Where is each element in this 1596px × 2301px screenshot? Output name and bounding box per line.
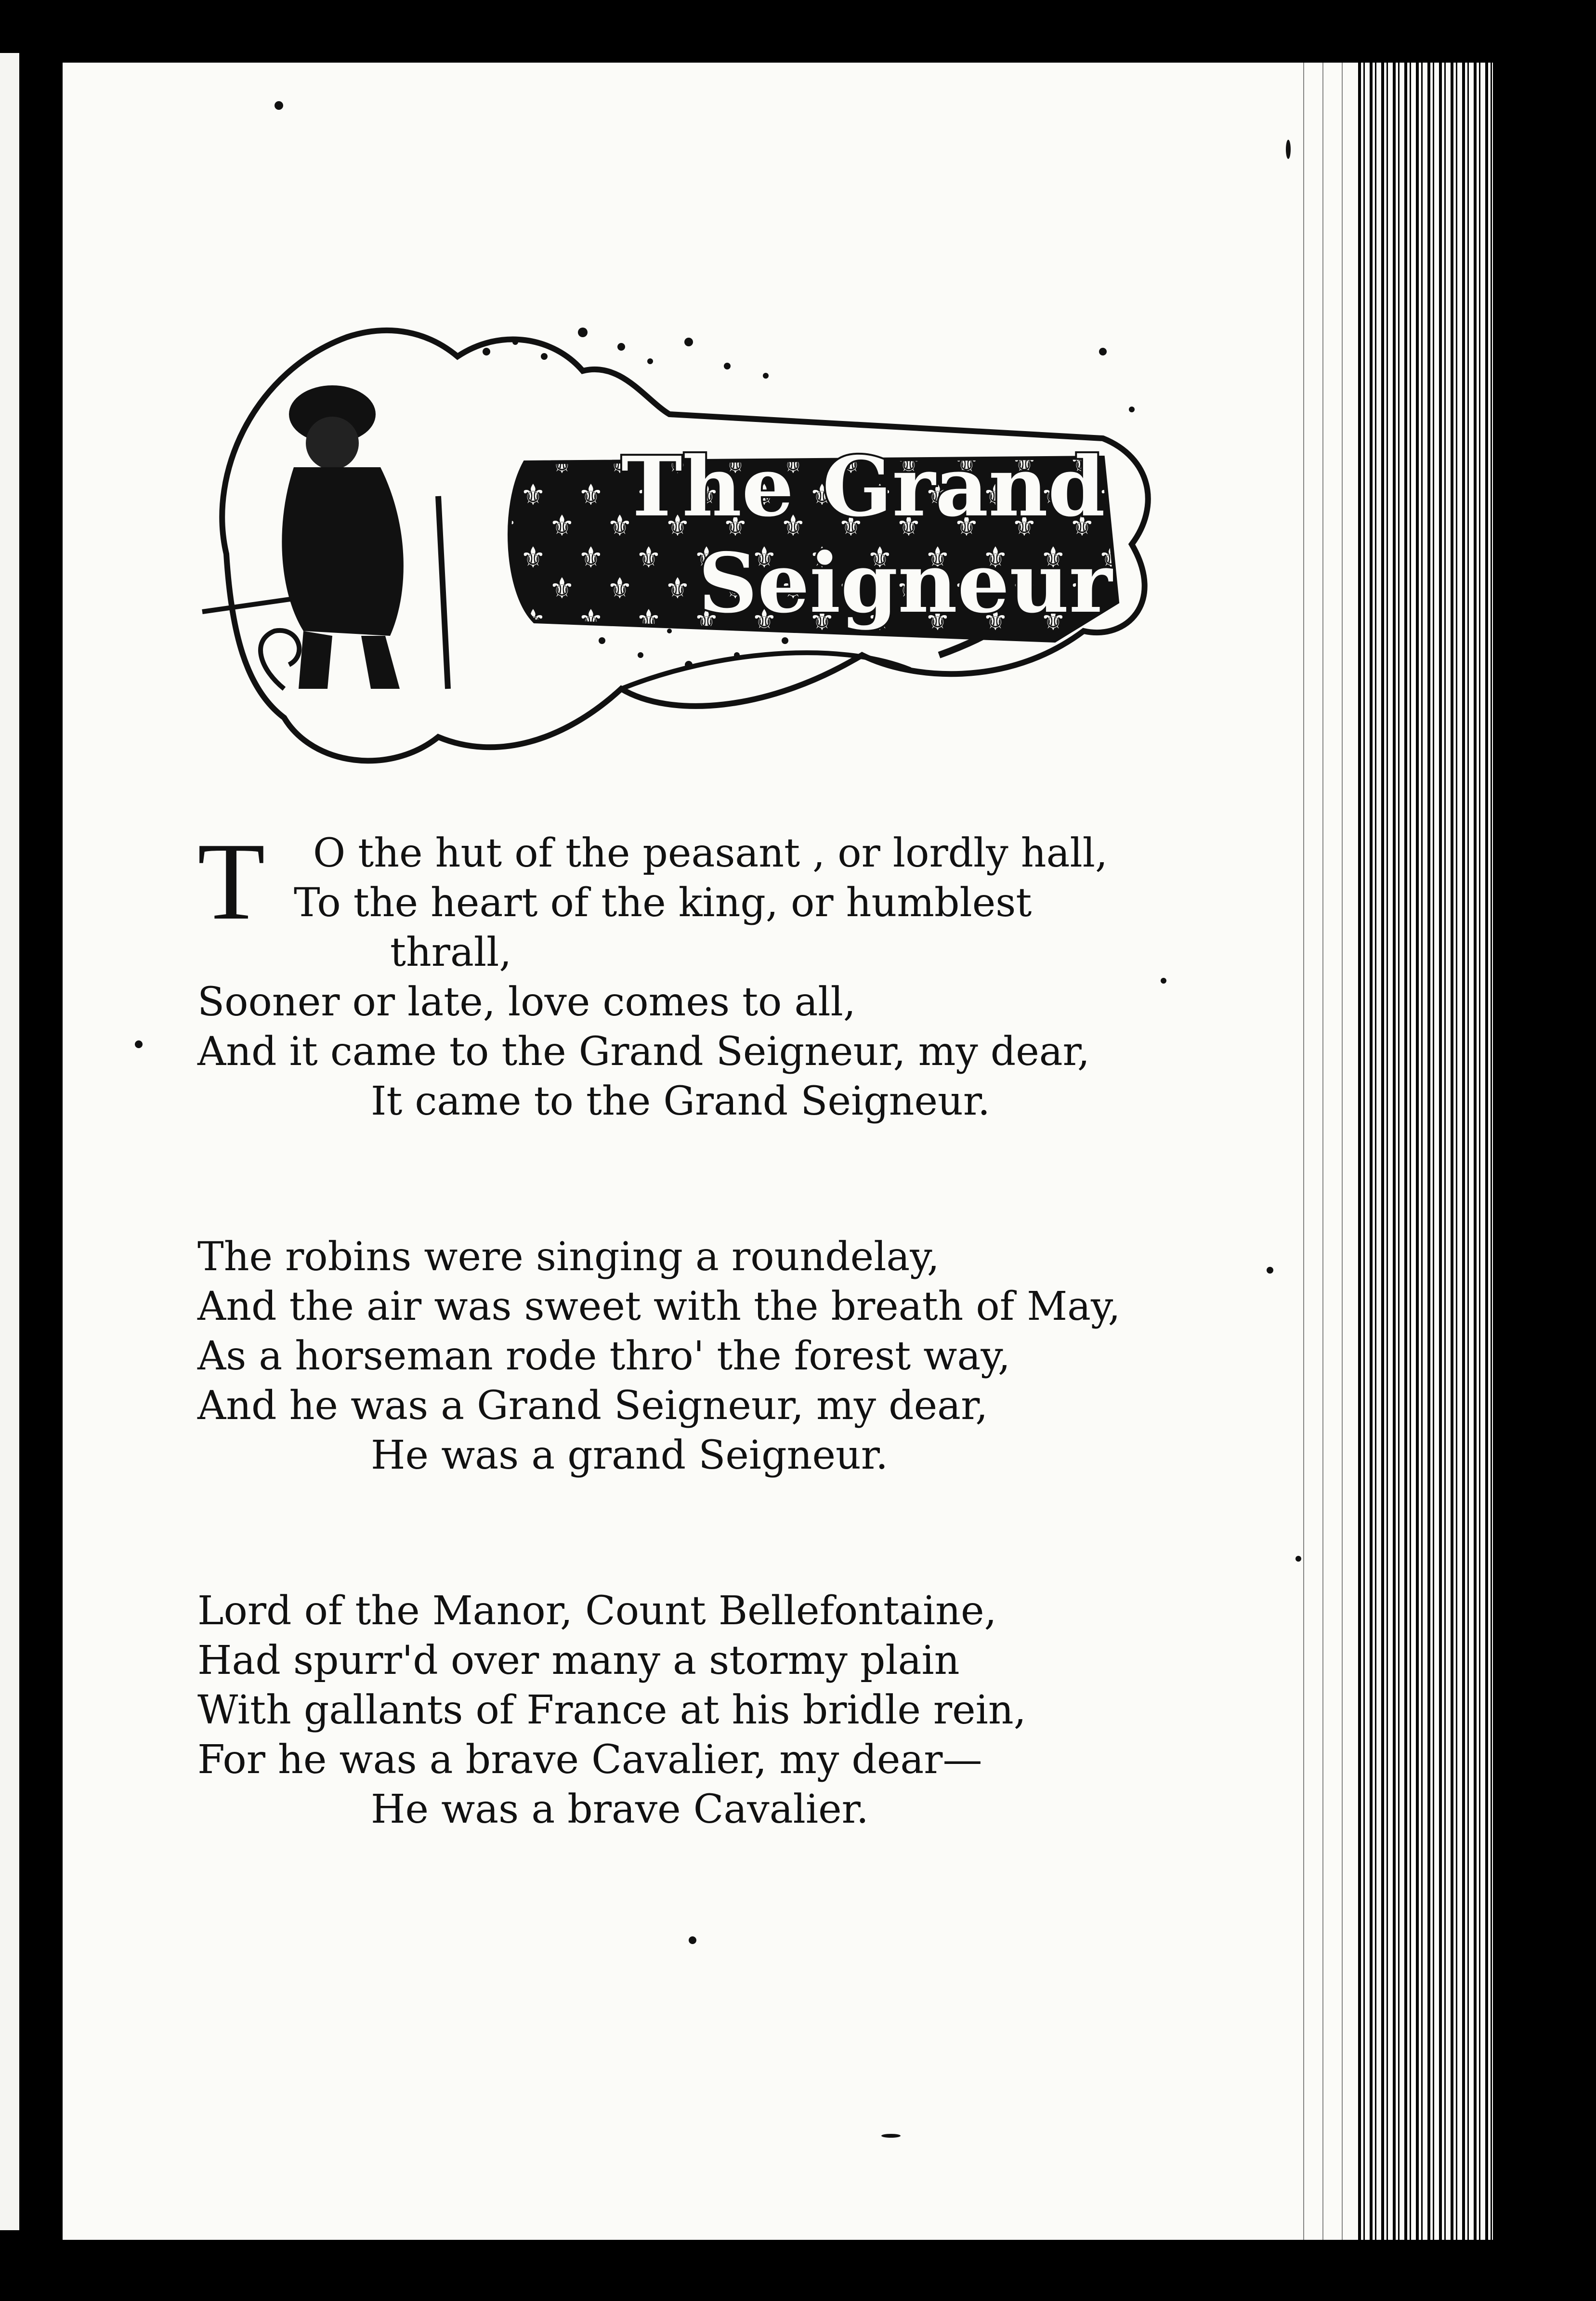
title-line-2: Seigneur — [698, 535, 1112, 631]
title-cartouche — [188, 255, 1175, 809]
stanza-1 — [197, 820, 1209, 1126]
drop-cap: T — [197, 820, 265, 943]
poem-line: The robins were singing a roundelay, — [197, 1234, 940, 1280]
poem-line: He was a grand Seigneur. — [371, 1433, 889, 1478]
stanza-2 — [197, 1232, 1209, 1480]
print-speck — [1286, 140, 1291, 159]
poem-line: Sooner or late, love comes to all, — [197, 979, 856, 1025]
poem-line: And the air was sweet with the breath of May, — [197, 1284, 1121, 1329]
poem-line: And it came to the Grand Seigneur, my dear, — [197, 1029, 1090, 1075]
poem-line: As a horseman rode thro' the forest way, — [197, 1333, 1010, 1379]
poem-line: It came to the Grand Seigneur. — [371, 1078, 991, 1124]
print-speck — [1161, 978, 1166, 984]
print-speck — [881, 2134, 901, 2138]
poem-line: Had spurr'd over many a stormy plain — [197, 1638, 960, 1683]
page-stack-edge — [1358, 63, 1493, 2240]
poem-line: With gallants of France at his bridle rein, — [197, 1687, 1026, 1733]
poem-line: thrall, — [390, 930, 512, 975]
print-speck — [275, 101, 283, 110]
previous-page-edge — [0, 53, 19, 2230]
line-text: O the hut of the peasant , or lordly hall, — [313, 830, 1108, 876]
poem — [197, 820, 1209, 1940]
page-edge-shadow — [1291, 63, 1358, 2240]
print-speck — [689, 1936, 696, 1944]
title-illustration — [188, 255, 1175, 809]
poem-line: Lord of the Manor, Count Bellefontaine, — [197, 1588, 997, 1634]
print-speck — [1295, 1556, 1301, 1562]
poem-line: For he was a brave Cavalier, my dear— — [197, 1737, 982, 1783]
poem-line: He was a brave Cavalier. — [371, 1787, 869, 1832]
title-line-1: The Grand — [621, 439, 1105, 535]
stanza-3 — [197, 1586, 1209, 1834]
poem-line: And he was a Grand Seigneur, my dear, — [197, 1383, 988, 1429]
poem-line: To the heart of the king, or humblest — [294, 880, 1032, 926]
print-speck — [1267, 1267, 1273, 1274]
print-speck — [135, 1040, 143, 1048]
book-page — [63, 63, 1493, 2240]
